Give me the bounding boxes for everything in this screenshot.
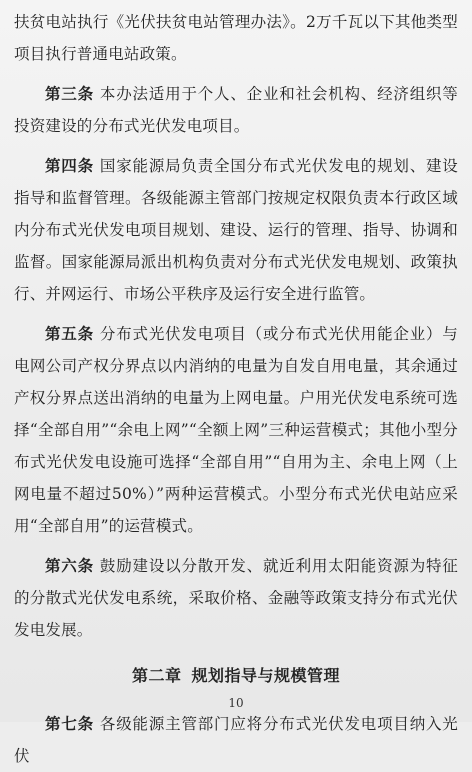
- opening-paragraph: [14, 6, 458, 70]
- article-6: [14, 550, 458, 646]
- article-4-label: 第四条: [45, 156, 94, 175]
- chapter-heading: [14, 662, 458, 690]
- article-7: [14, 708, 458, 772]
- article-4: [14, 150, 458, 310]
- page-number: 10: [228, 696, 244, 710]
- article-7-text: 各级能源主管部门应将分布式光伏发电项目纳入光伏: [14, 715, 458, 765]
- chapter-number: 第二章: [131, 666, 182, 685]
- article-5: [14, 318, 458, 542]
- article-4-text: 国家能源局负责全国分布式光伏发电的规划、建设指导和监督管理。各级能源主管部门按规定权限负责本行政区域内分布式光伏发电项目规划、建设、运行的管理、指导、协调和监督。国家能源局派出机构负责对分布式光伏发电规划、政策执行、并网运行、市场公平秩序及运行安全进行监管。: [14, 157, 458, 303]
- article-6-text: 鼓励建设以分散开发、就近利用太阳能资源为特征的分散式光伏发电系统，采取价格、金融等政策支持分布式光伏发电发展。: [14, 557, 458, 639]
- opening-text: 扶贫电站执行《光伏扶贫电站管理办法》。2万千瓦以下其他类型项目执行普通电站政策。: [14, 13, 458, 63]
- article-3-text: 本办法适用于个人、企业和社会机构、经济组织等投资建设的分布式光伏发电项目。: [14, 85, 458, 135]
- article-3: [14, 78, 458, 142]
- article-5-text: 分布式光伏发电项目（或分布式光伏用能企业）与电网公司产权分界点以内消纳的电量为自发自用电量，其余通过产权分界点送出消纳的电量为上网电量。户用光伏发电系统可选择“全部自用”“余电上网”“全额上网”三种运营模式；其他小型分布式光伏发电设施可选择“全部自用”“自用为主、余电上网（上网电量不超过50%）”两种运营模式。小型分布式光伏电站应采用“全部自用”的运营模式。: [14, 325, 458, 535]
- article-6-label: 第六条: [45, 556, 94, 575]
- chapter-title: 规划指导与规模管理: [191, 666, 341, 685]
- article-7-label: 第七条: [45, 714, 94, 733]
- article-5-label: 第五条: [45, 324, 94, 343]
- article-3-label: 第三条: [45, 84, 94, 103]
